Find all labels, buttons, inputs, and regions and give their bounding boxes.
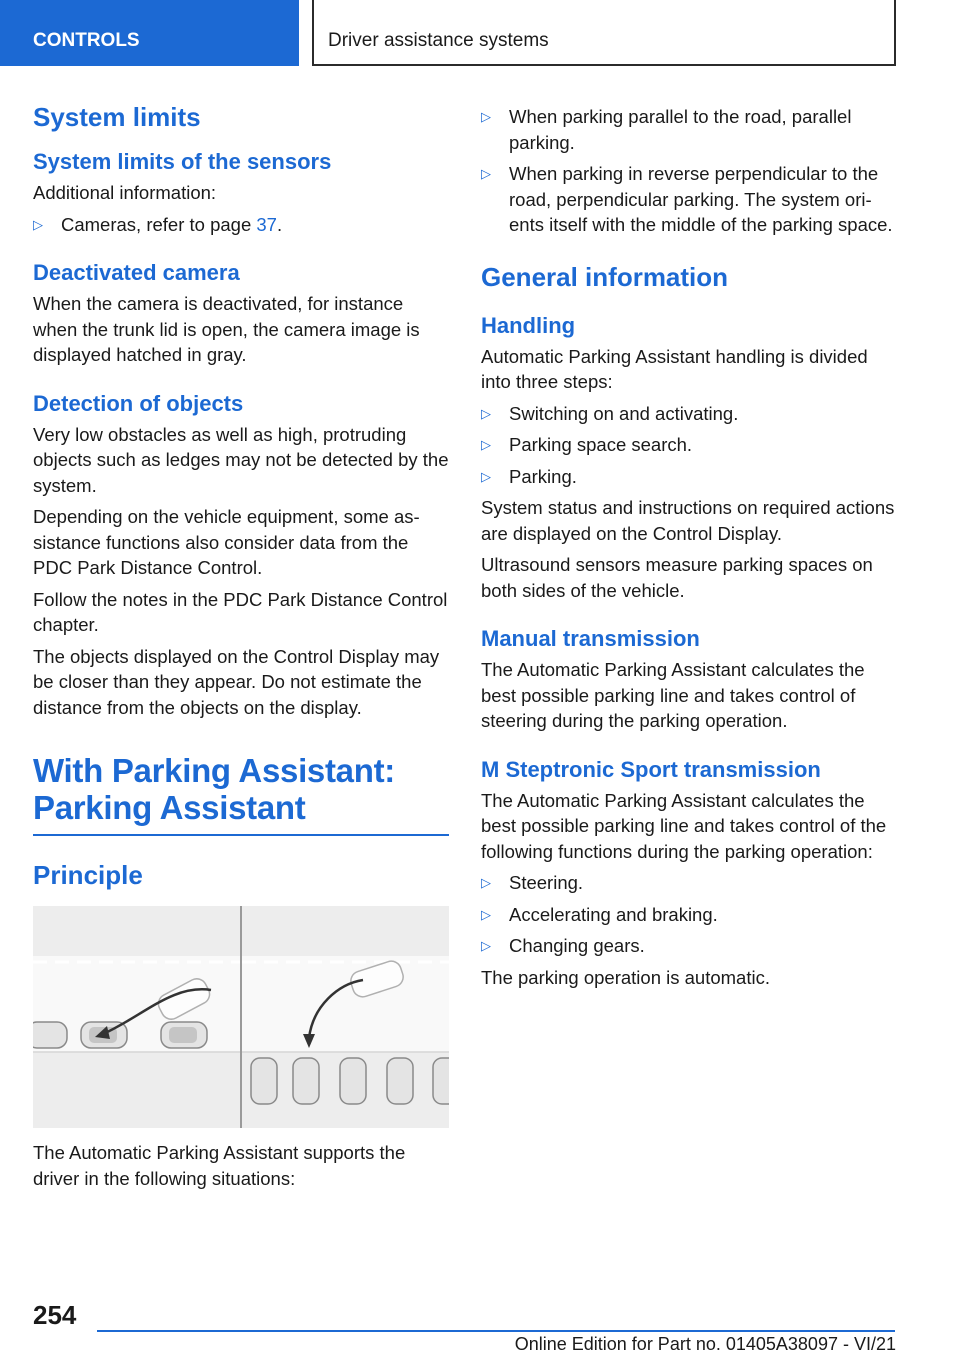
chapter-header [312, 0, 896, 66]
list-item: ▷ Changing gears. [481, 933, 897, 959]
section-tab [0, 0, 299, 66]
main-title-line2: Parking Assistant [33, 789, 306, 826]
main-title-line1: With Parking Assistant: [33, 752, 395, 789]
detection-heading: Detection of objects [33, 390, 244, 416]
triangle-right-icon: ▷ [481, 875, 491, 890]
triangle-right-icon: ▷ [33, 216, 43, 232]
triangle-right-icon: ▷ [481, 906, 491, 922]
status-text: System status and instructions on required actions are displayed on the Control Display. [481, 497, 895, 544]
triangle-right-icon: ▷ [481, 938, 491, 953]
msteptronic-heading: M Steptronic Sport transmission [481, 756, 821, 782]
triangle-right-icon: ▷ [481, 468, 491, 484]
detection-paragraph: The objects displayed on the Control Display may be closer than they appear. Do not estimate the distance from the objects on the display. [33, 645, 440, 718]
automatic-text: The parking operation is automatic. [481, 966, 770, 988]
sensors-intro: Additional information: [33, 182, 217, 203]
edition-text: Online Edition for Part no. 01405A38097 - VI/21 [514, 1334, 896, 1354]
manual-text: The Automatic Parking Assistant calculates the best possible parking line and takes control of steering during the parking operation. [481, 659, 865, 731]
principle-text: The Automatic Parking Assistant supports the driver in the following situations: [33, 1142, 406, 1189]
list-item: ▷ Steering. [481, 870, 897, 896]
section-label: CONTROLS [33, 30, 140, 51]
page-number: 254 [33, 1300, 77, 1330]
chapter-label: Driver assistance systems [328, 30, 549, 51]
handling-text: Automatic Parking Assistant handling is divided into three steps: [481, 345, 868, 392]
detection-paragraph: Very low obstacles as well as high, protruding objects such as ledges may not be detected by the system. [33, 423, 449, 496]
deactivated-text: When the camera is deactivated, for instance when the trunk lid is open, the camera image is displayed hatched in gray. [33, 293, 420, 365]
general-heading: General information [481, 261, 729, 292]
sensors-heading: System limits of the sensors [33, 149, 332, 174]
system-limits-heading: System limits [33, 102, 201, 132]
triangle-right-icon: ▷ [481, 166, 491, 181]
list-item: ▷ Cameras, refer to page 37. [33, 212, 449, 238]
triangle-right-icon: ▷ [481, 109, 491, 124]
principle-heading: Principle [33, 860, 143, 890]
list-item: ▷ Switching on and activating. [481, 401, 897, 427]
manual-heading: Manual transmission [481, 626, 700, 651]
list-item: ▷ Parking. [481, 464, 897, 490]
page-link[interactable]: 37 [256, 213, 277, 235]
footer-rule [97, 1330, 895, 1332]
list-item: ▷ Accelerating and braking. [481, 902, 897, 928]
list-item: ▷ When parking parallel to the road, parallel parking. [481, 106, 852, 153]
left-column [33, 100, 449, 1191]
right-column [481, 104, 897, 990]
list-item: ▷ When parking in reverse perpendicular to the road, perpendicular parking. The system orients itself with the middle of the parking space. [481, 163, 893, 235]
triangle-right-icon: ▷ [481, 437, 491, 452]
title-rule [33, 834, 449, 836]
handling-heading: Handling [481, 312, 576, 338]
ultrasound-text: Ultrasound sensors measure parking spaces on both sides of the vehicle. [481, 554, 873, 601]
triangle-right-icon: ▷ [481, 405, 491, 421]
parking-illustration [33, 906, 449, 1128]
detection-paragraph: Follow the notes in the PDC Park Distance Control chapter. [33, 588, 448, 635]
list-item: ▷ Parking space search. [481, 432, 897, 458]
msteptronic-text: The Automatic Parking Assistant calculates the best possible parking line and takes control of the following functions during the parking operation: [481, 789, 887, 862]
deactivated-heading: Deactivated camera [33, 260, 240, 285]
detection-paragraph: Depending on the vehicle equipment, some assistance functions also consider data from the PDC Park Distance Control. [33, 506, 420, 578]
